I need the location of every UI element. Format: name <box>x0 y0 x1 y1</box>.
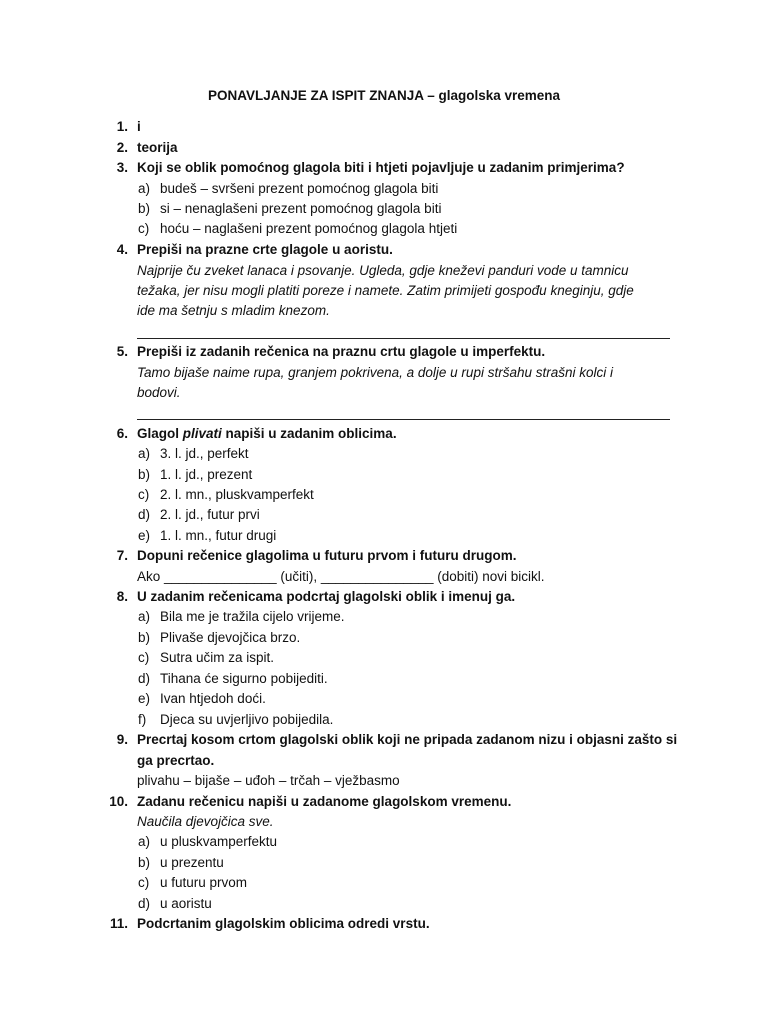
question-8-item-f-letter: f) <box>138 712 147 727</box>
question-6-item-a-letter: a) <box>138 446 151 461</box>
question-6-verb: plivati <box>182 426 222 441</box>
question-5-text: Prepiši iz zadanih rečenica na praznu crtu glagole u imperfektu. <box>137 344 546 359</box>
question-8-item-a: Bila me je tražila cijelo vrijeme. <box>160 609 345 624</box>
question-11-text: Podcrtanim glagolskim oblicima odredi vrstu. <box>137 916 430 931</box>
question-3-text: Koji se oblik pomoćnog glagola biti i htjeti pojavljuje u zadanim primjerima? <box>137 160 625 175</box>
question-7-number: 7. <box>116 548 128 563</box>
question-7-sentence: Ako _______________ (učiti), _______________ (dobiti) novi bicikl. <box>137 569 545 584</box>
question-4-text: Prepiši na prazne crte glagole u aoristu. <box>137 242 393 257</box>
question-10-item-d: u aoristu <box>160 896 212 911</box>
question-5-number: 5. <box>116 344 128 359</box>
question-4-passage-line-1: Najprije ču zveket lanaca i psovanje. Ugleda, gdje kneževi panduri vode u tamnicu <box>137 263 629 278</box>
question-3-item-c: hoću – naglašeni prezent pomoćnog glagola htjeti <box>160 221 458 236</box>
question-10-number: 10. <box>109 794 128 809</box>
question-10-item-c: u futuru prvom <box>160 875 248 890</box>
question-3-item-a-letter: a) <box>138 181 151 196</box>
question-9-text-line-2: ga precrtao. <box>137 753 215 768</box>
question-4-passage-line-2: težaka, jer nisu mogli platiti poreze i namete. Zatim primijeti gospođu kneginju, gdje <box>137 283 634 298</box>
question-6-number: 6. <box>116 426 128 441</box>
question-3-item-a: budeš – svršeni prezent pomoćnog glagola biti <box>160 181 439 196</box>
question-9-text-line-1: Precrtaj kosom crtom glagolski oblik koji ne pripada zadanom nizu i objasni zašto si <box>137 732 678 747</box>
question-6-text <box>137 426 397 442</box>
question-10-item-a: u pluskvamperfektu <box>160 834 278 849</box>
question-4-passage-line-3: ide ma šetnju s mladim knezom. <box>137 303 330 318</box>
question-9-number: 9. <box>116 732 128 747</box>
question-3-item-b: si – nenaglašeni prezent pomoćnog glagola biti <box>160 201 442 216</box>
question-8-item-a-letter: a) <box>138 609 151 624</box>
question-8-item-f: Djeca su uvjerljivo pobijedila. <box>160 712 334 727</box>
question-8-item-b: Plivaše djevojčica brzo. <box>160 630 301 645</box>
question-1-number: 1. <box>116 119 128 134</box>
question-2-text: teorija <box>137 140 178 155</box>
question-5-passage-line-1: Tamo bijaše naime rupa, granjem pokrivena, a dolje u rupi stršahu strašni kolci i <box>137 365 613 380</box>
question-10-item-d-letter: d) <box>138 896 151 911</box>
question-6-item-d-letter: d) <box>138 507 151 522</box>
question-8-item-c: Sutra učim za ispit. <box>160 650 275 665</box>
question-6-item-c: 2. l. mn., pluskvamperfekt <box>160 487 314 502</box>
question-10-item-b-letter: b) <box>138 855 151 870</box>
question-6-text-after: napiši u zadanim oblicima. <box>221 426 397 441</box>
worksheet-title: PONAVLJANJE ZA ISPIT ZNANJA – glagolska vremena <box>207 88 561 103</box>
question-6-item-e-letter: e) <box>138 528 151 543</box>
question-6-item-a: 3. l. jd., perfekt <box>160 446 249 461</box>
question-1-text: i <box>137 119 141 134</box>
question-8-item-d: Tihana će sigurno pobijediti. <box>160 671 328 686</box>
question-9-verb-sequence: plivahu – bijaše – uđoh – trčah – vježbasmo <box>137 773 400 788</box>
question-8-number: 8. <box>116 589 128 604</box>
question-5-answer-line <box>137 419 670 420</box>
question-2-number: 2. <box>116 140 128 155</box>
question-6-item-b-letter: b) <box>138 467 151 482</box>
question-8-item-e: Ivan htjedoh doći. <box>160 691 266 706</box>
question-7-text: Dopuni rečenice glagolima u futuru prvom i futuru drugom. <box>137 548 517 563</box>
question-6-item-c-letter: c) <box>138 487 150 502</box>
question-6-text-before: Glagol <box>137 426 183 441</box>
question-3-number: 3. <box>116 160 128 175</box>
question-8-item-c-letter: c) <box>138 650 150 665</box>
question-8-item-e-letter: e) <box>138 691 151 706</box>
question-4-number: 4. <box>116 242 128 257</box>
question-3-item-b-letter: b) <box>138 201 151 216</box>
question-8-item-b-letter: b) <box>138 630 151 645</box>
question-11-number: 11. <box>109 916 128 931</box>
question-10-item-b: u prezentu <box>160 855 224 870</box>
question-4-answer-line <box>137 338 670 339</box>
question-6-item-b: 1. l. jd., prezent <box>160 467 253 482</box>
question-10-item-c-letter: c) <box>138 875 150 890</box>
question-5-passage-line-2: bodovi. <box>137 385 181 400</box>
question-3-item-c-letter: c) <box>138 221 150 236</box>
question-8-item-d-letter: d) <box>138 671 151 686</box>
question-10-item-a-letter: a) <box>138 834 151 849</box>
question-6-item-d: 2. l. jd., futur prvi <box>160 507 260 522</box>
question-10-sentence: Naučila djevojčica sve. <box>137 814 274 829</box>
question-8-text: U zadanim rečenicama podcrtaj glagolski oblik i imenuj ga. <box>137 589 516 604</box>
question-6-item-e: 1. l. mn., futur drugi <box>160 528 277 543</box>
question-10-text: Zadanu rečenicu napiši u zadanome glagolskom vremenu. <box>137 794 512 809</box>
